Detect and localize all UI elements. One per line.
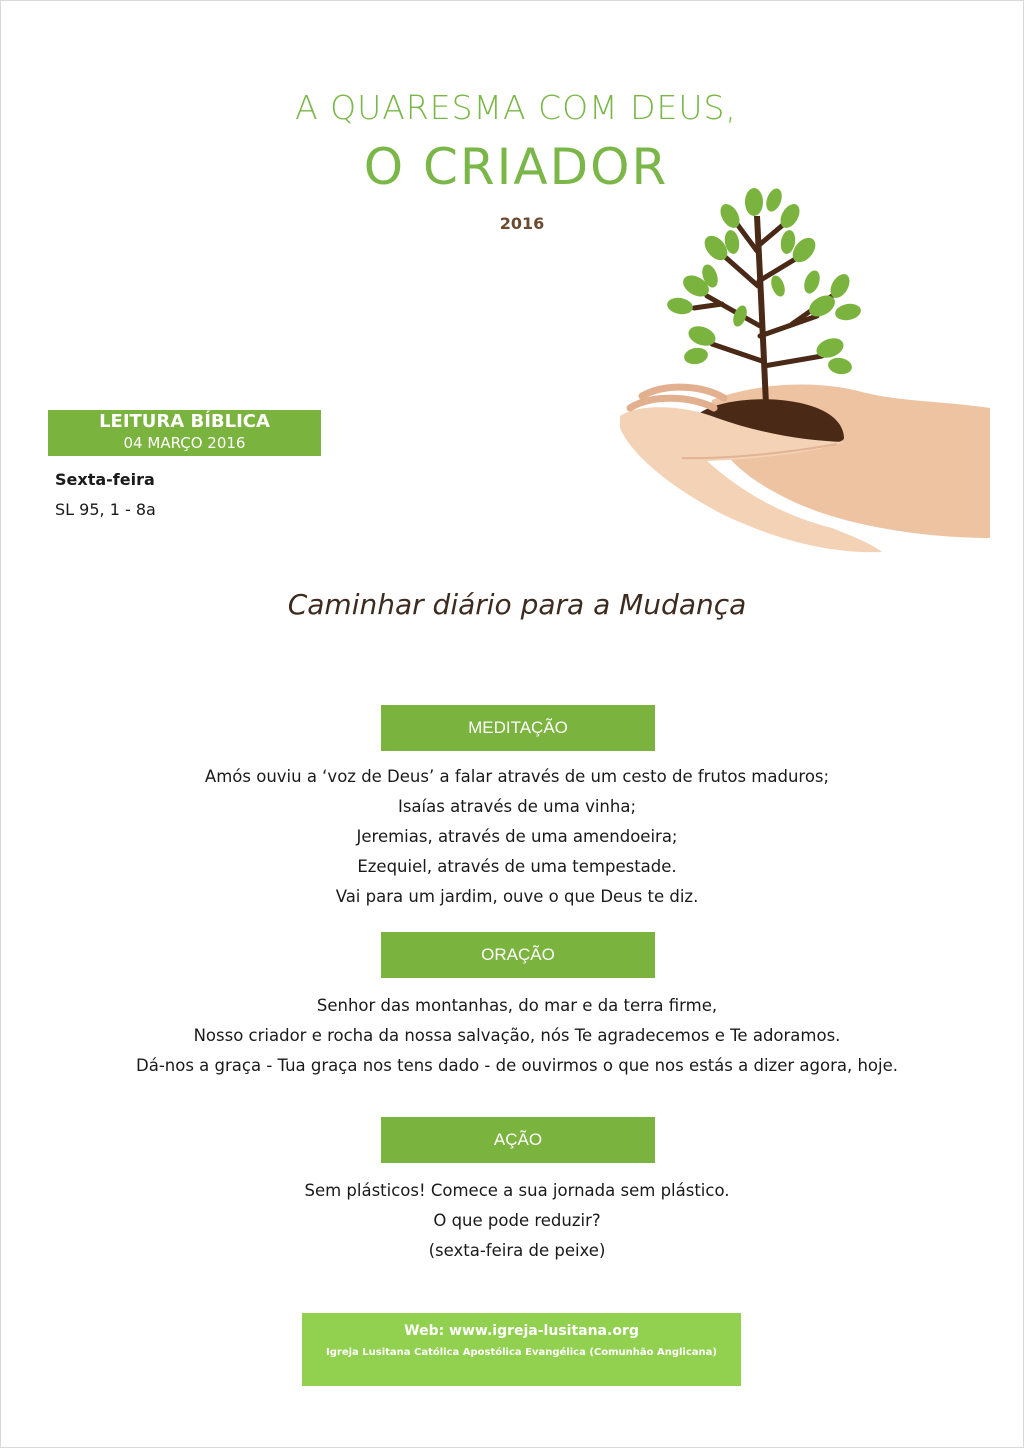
prayer-text (0, 991, 1024, 1081)
reading-date: 04 MARÇO 2016 (123, 434, 246, 452)
subtitle: Caminhar diário para a Mudança (287, 588, 747, 621)
prayer-line: Nosso criador e rocha da nossa salvação, nós Te agradecemos e Te adoramos. (193, 1026, 841, 1045)
meditation-line: Jeremias, através de uma amendoeira; (356, 827, 678, 846)
action-line: Sem plásticos! Comece a sua jornada sem plástico. (304, 1181, 730, 1200)
meditation-line: Ezequiel, através de uma tempestade. (357, 857, 677, 876)
title-line-2: O CRIADOR (363, 138, 669, 196)
meditation-text (0, 762, 1024, 912)
action-heading: AÇÃO (381, 1117, 655, 1163)
action-line: (sexta-feira de peixe) (428, 1241, 606, 1260)
prayer-line: Dá-nos a graça - Tua graça nos tens dado - de ouvirmos o que nos estás a dizer agora, hoje. (136, 1056, 898, 1075)
meditation-line: Vai para um jardim, ouve o que Deus te diz. (335, 887, 699, 906)
reading-label-box (48, 410, 321, 456)
year-label: 2016 (499, 214, 545, 233)
prayer-heading: ORAÇÃO (381, 932, 655, 978)
reading-weekday: Sexta-feira (55, 470, 155, 489)
title-line-1: A QUARESMA COM DEUS, (295, 88, 737, 127)
footer-box (302, 1313, 741, 1386)
footer-web-link[interactable]: Web: www.igreja-lusitana.org (404, 1323, 639, 1339)
reading-passage: SL 95, 1 - 8a (55, 500, 156, 519)
meditation-line: Isaías através de uma vinha; (397, 797, 637, 816)
footer-church-name: Igreja Lusitana Católica Apostólica Evangélica (Comunhão Anglicana) (326, 1347, 717, 1358)
prayer-line: Senhor das montanhas, do mar e da terra firme, (316, 996, 718, 1015)
action-text (0, 1176, 1024, 1266)
reading-label: LEITURA BÍBLICA (99, 411, 270, 432)
meditation-heading: MEDITAÇÃO (381, 705, 655, 751)
action-line: O que pode reduzir? (433, 1211, 601, 1230)
tree-in-hands-icon (612, 176, 990, 554)
meditation-line: Amós ouviu a ‘voz de Deus’ a falar através de um cesto de frutos maduros; (204, 767, 830, 786)
